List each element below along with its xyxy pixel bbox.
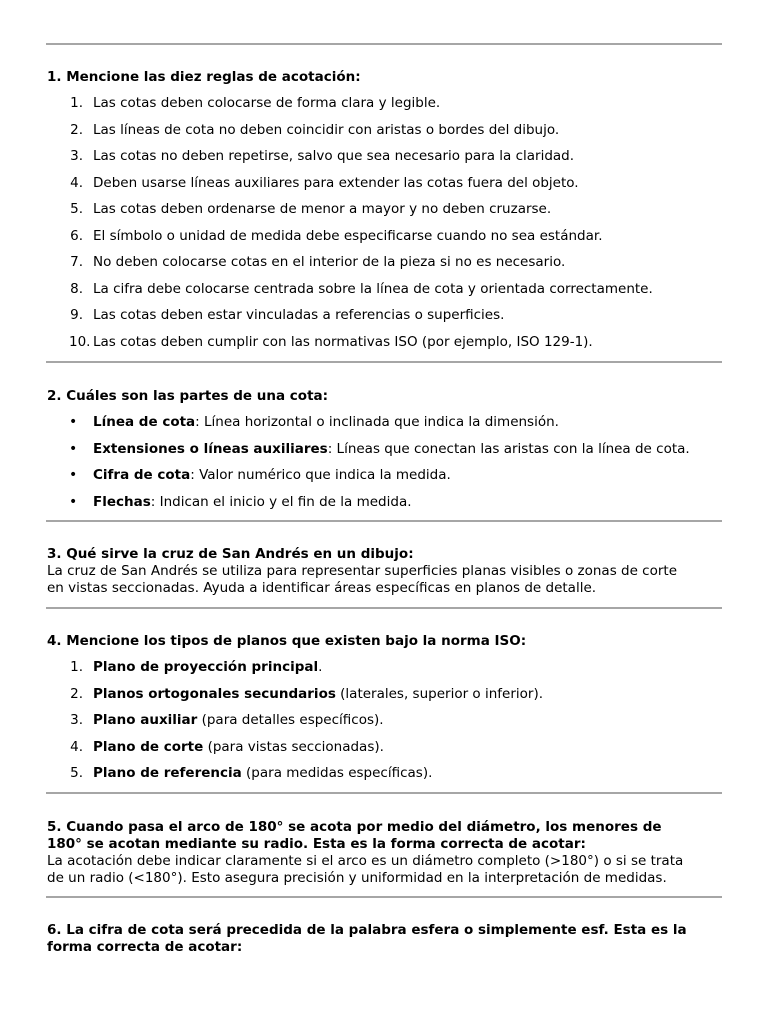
item-term: Cifra de cota [93, 467, 191, 483]
list-item [47, 765, 723, 792]
item-term: Extensiones o líneas auxiliares [93, 440, 328, 457]
item-number: 9. [70, 307, 83, 323]
list-item [47, 494, 723, 521]
item-term: Plano de corte [93, 738, 204, 755]
divider [46, 361, 722, 363]
bullet-icon: • [69, 440, 78, 457]
question-4-title: 4. Mencione los tipos de planos que existen bajo la norma ISO: [47, 633, 527, 649]
list-item [47, 467, 723, 494]
bullet-icon: • [69, 414, 78, 430]
answer-3-line-1: La cruz de San Andrés se utiliza para representar superficies planas visibles o zonas de corte [47, 563, 678, 579]
bullet-icon: • [69, 467, 78, 483]
item-description: (para vistas seccionadas). [203, 738, 384, 755]
item-number: 1. [70, 95, 83, 111]
item-term: Línea de cota [93, 414, 196, 430]
item-text: Las cotas deben ordenarse de menor a mayor y no deben cruzarse. [93, 201, 552, 217]
item-text: Las cotas deben cumplir con las normativas ISO (por ejemplo, ISO 129-1). [93, 333, 593, 350]
bullet-icon: • [69, 493, 78, 510]
list-item [47, 659, 723, 686]
list-item [47, 712, 723, 739]
divider [46, 792, 722, 794]
item-text: La cifra debe colocarse centrada sobre la línea de cota y orientada correctamente. [93, 280, 653, 297]
divider [46, 520, 722, 522]
divider [46, 896, 722, 898]
item-number: 4. [70, 174, 83, 191]
question-3-title: 3. Qué sirve la cruz de San Andrés en un dibujo: [47, 546, 414, 562]
question-5-title-line-1: 5. Cuando pasa el arco de 180° se acota por medio del diámetro, los menores de [47, 819, 662, 835]
item-text: Las cotas deben estar vinculadas a referencias o superficies. [93, 307, 505, 323]
item-term: Flechas [93, 493, 151, 510]
item-text: Deben usarse líneas auxiliares para extender las cotas fuera del objeto. [93, 174, 579, 191]
item-description: : Valor numérico que indica la medida. [190, 467, 451, 483]
item-term: Plano auxiliar [93, 712, 198, 728]
list-item [47, 175, 723, 202]
question-5-title-line-2: 180° se acotan mediante su radio. Esta es la forma correcta de acotar: [47, 836, 586, 852]
list-item [47, 148, 723, 175]
item-description: (para medidas específicas). [241, 765, 433, 781]
item-number: 5. [70, 765, 83, 781]
answer-5-line-1: La acotación debe indicar claramente si el arco es un diámetro completo (>180°) o si se trata [47, 853, 684, 869]
item-number: 1. [70, 659, 83, 675]
divider [46, 43, 722, 45]
item-number: 5. [70, 201, 83, 217]
item-text: Las líneas de cota no deben coincidir con aristas o bordes del dibujo. [93, 121, 560, 138]
answer-3-line-2: en vistas seccionadas. Ayuda a identificar áreas específicas en planos de detalle. [47, 580, 597, 596]
list-item [47, 281, 723, 308]
item-number: 3. [70, 148, 83, 164]
item-number: 2. [70, 121, 83, 138]
list-item [47, 122, 723, 149]
item-number: 3. [70, 712, 83, 728]
item-number: 10. [69, 333, 91, 350]
item-text: Las cotas deben colocarse de forma clara y legible. [93, 95, 441, 111]
question-4-list [47, 659, 723, 792]
list-item [47, 307, 723, 334]
list-item [47, 254, 723, 281]
item-number: 2. [70, 685, 83, 702]
list-item [47, 95, 723, 122]
item-number: 8. [70, 280, 83, 297]
question-1-list [47, 95, 723, 360]
list-item [47, 201, 723, 228]
list-item [47, 414, 723, 441]
item-text: No deben colocarse cotas en el interior de la pieza si no es necesario. [93, 254, 566, 270]
item-description: : Línea horizontal o inclinada que indica la dimensión. [195, 414, 559, 430]
item-description: (para detalles específicos). [197, 712, 384, 728]
item-text: El símbolo o unidad de medida debe especificarse cuando no sea estándar. [93, 227, 603, 244]
answer-5-line-2: de un radio (<180°). Esto asegura precisión y uniformidad en la interpretación de medidas. [47, 870, 667, 886]
question-6-title-line-1: 6. La cifra de cota será precedida de la palabra esfera o simplemente esf. Esta es la [47, 922, 687, 938]
question-1-title: 1. Mencione las diez reglas de acotación: [47, 69, 361, 85]
divider [46, 607, 722, 609]
item-number: 6. [70, 227, 83, 244]
item-term: Planos ortogonales secundarios [93, 685, 336, 702]
list-item [47, 334, 723, 361]
item-text: Las cotas no deben repetirse, salvo que sea necesario para la claridad. [93, 148, 575, 164]
item-description: (laterales, superior o inferior). [335, 685, 544, 702]
item-term: Plano de referencia [93, 765, 242, 781]
list-item [47, 739, 723, 766]
question-2-list [47, 414, 723, 520]
question-2-title: 2. Cuáles son las partes de una cota: [47, 388, 329, 404]
list-item [47, 441, 723, 468]
list-item [47, 228, 723, 255]
item-description: : Líneas que conectan las aristas con la línea de cota. [327, 440, 690, 457]
item-number: 7. [70, 254, 83, 270]
item-description: . [318, 659, 323, 675]
item-description: : Indican el inicio y el fin de la medida. [150, 493, 412, 510]
item-term: Plano de proyección principal [93, 659, 319, 675]
item-number: 4. [70, 738, 83, 755]
list-item [47, 686, 723, 713]
question-6-title-line-2: forma correcta de acotar: [47, 939, 243, 955]
